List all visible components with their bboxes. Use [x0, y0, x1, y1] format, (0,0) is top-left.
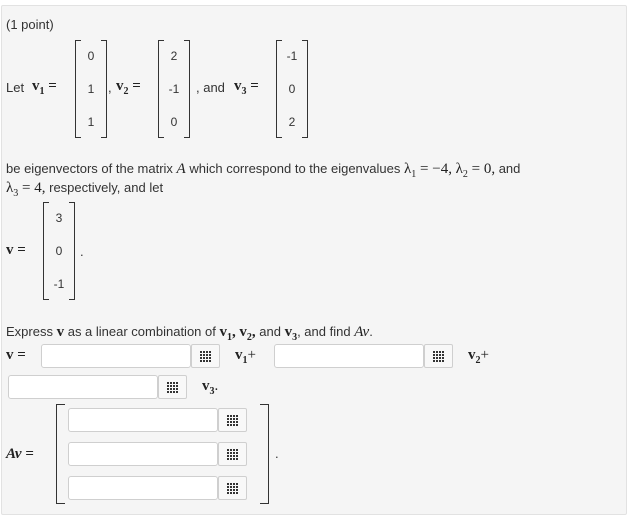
- let-text: Let: [6, 80, 25, 95]
- v-entry-3: -1: [53, 277, 65, 291]
- v3-entry-1: -1: [286, 49, 298, 63]
- v1-symbol: $v_1$ =: [32, 78, 57, 97]
- period-2: .: [275, 446, 279, 461]
- keypad-icon: [227, 449, 239, 460]
- v2-vector: [158, 40, 190, 138]
- v1-entry-3: 1: [87, 115, 95, 129]
- v-entry-2: 0: [55, 244, 63, 258]
- v-vector: [43, 202, 75, 300]
- eigen-line-2: $\lambda_3 = 4$, respectively, and let: [6, 180, 164, 199]
- v-symbol: v =: [6, 242, 26, 258]
- av-entry-3-input[interactable]: [68, 476, 218, 500]
- av-entry-1-input[interactable]: [68, 408, 218, 432]
- eigen-line-1: be eigenvectors of the matrix A which correspond to the eigenvalues $\lambda_1 = -4$, $\lambda_2 = 0$, and: [6, 161, 521, 180]
- keypad-icon: [227, 415, 239, 426]
- and-text: , and: [196, 80, 225, 95]
- coef2-input[interactable]: [274, 344, 424, 368]
- answer-Av-label: Av =: [6, 446, 34, 462]
- v3-entry-3: 2: [288, 115, 296, 129]
- av-entry-3-keypad-button[interactable]: [218, 476, 247, 500]
- term3-label: $v_3$.: [202, 378, 219, 397]
- v1-entry-2: 1: [87, 82, 95, 96]
- v2-symbol: $v_2$ =: [116, 78, 141, 97]
- points-label: (1 point): [6, 17, 54, 32]
- keypad-icon: [433, 351, 445, 362]
- coef1-input[interactable]: [41, 344, 191, 368]
- v2-entry-2: -1: [168, 82, 180, 96]
- coef1-keypad-button[interactable]: [191, 344, 220, 368]
- av-entry-1-keypad-button[interactable]: [218, 408, 247, 432]
- v2-entry-3: 0: [170, 115, 178, 129]
- comma-1: ,: [108, 80, 112, 95]
- keypad-icon: [200, 351, 212, 362]
- av-right-bracket: [260, 404, 269, 504]
- v3-vector: [276, 40, 308, 138]
- question-prompt: Express v as a linear combination of $v_1$, $v_2$, and $v_3$, and find Av.: [6, 324, 373, 343]
- v1-vector: [75, 40, 107, 138]
- v1-entry-1: 0: [87, 49, 95, 63]
- keypad-icon: [227, 483, 239, 494]
- av-entry-2-input[interactable]: [68, 442, 218, 466]
- period-1: .: [80, 244, 84, 259]
- v3-symbol: $v_3$ =: [234, 78, 259, 97]
- v-entry-1: 3: [55, 211, 63, 225]
- keypad-icon: [167, 382, 179, 393]
- coef2-keypad-button[interactable]: [424, 344, 453, 368]
- term2-label: $v_2+$: [468, 347, 489, 366]
- problem-panel: [1, 5, 627, 515]
- term1-label: $v_1+$: [235, 347, 256, 366]
- answer-v-label: v =: [6, 347, 26, 363]
- v3-entry-2: 0: [288, 82, 296, 96]
- v2-entry-1: 2: [170, 49, 178, 63]
- coef3-keypad-button[interactable]: [158, 375, 187, 399]
- coef3-input[interactable]: [8, 375, 158, 399]
- av-left-bracket: [56, 404, 65, 504]
- av-entry-2-keypad-button[interactable]: [218, 442, 247, 466]
